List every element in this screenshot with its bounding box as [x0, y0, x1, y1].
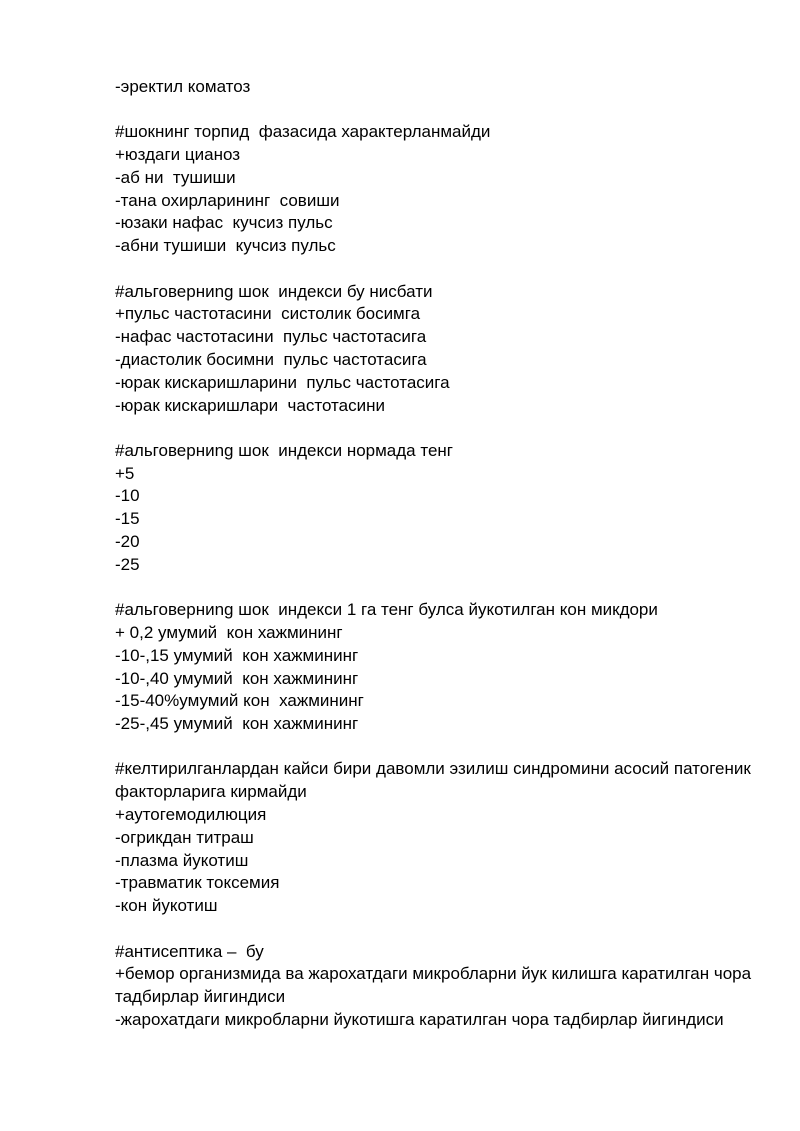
answer-line: -тана охирларининг совиши [115, 190, 340, 210]
correct-answer-line: +бемор организмида ва жарохатдаги микробларни йук килишга каратилган чора тадбирлар йигиндиси [115, 964, 752, 1007]
correct-answer-line: +пульс частотасини систолик босимга [115, 304, 421, 324]
answer-line: -10 [115, 486, 140, 506]
answer-line: -20 [115, 532, 140, 552]
answer-line: -юрак кискаришларини пульс частотасига [115, 372, 450, 392]
question-block [115, 758, 755, 918]
answer-line: -кон йукотиш [115, 896, 218, 916]
answer-line: -абни тушиши кучсиз пульс [115, 236, 336, 256]
correct-answer-line: +5 [115, 463, 135, 483]
answer-line: -жарохатдаги микробларни йукотишга каратилган чора тадбирлар йигиндиси [115, 1009, 724, 1029]
answer-line: -15 [115, 509, 140, 529]
question-block [115, 941, 755, 1032]
answer-line: -диастолик босимни пульс частотасига [115, 349, 427, 369]
question-line: #альговерниng шок индекси бу нисбати [115, 281, 433, 301]
correct-answer-line: + 0,2 умумий кон хажмининг [115, 622, 343, 642]
answer-line: -юрак кискаришлари частотасини [115, 395, 385, 415]
question-block [115, 121, 755, 258]
answer-line: -10-,40 умумий кон хажмининг [115, 668, 359, 688]
answer-line: -плазма йукотиш [115, 850, 249, 870]
answer-line: -юзаки нафас кучсиз пульс [115, 213, 333, 233]
question-line: #антисептика – бу [115, 941, 264, 961]
answer-line: -нафас частотасини пульс частотасига [115, 327, 427, 347]
answer-line: -аб ни тушиши [115, 167, 236, 187]
text-block [115, 76, 755, 99]
question-block [115, 599, 755, 736]
correct-answer-line: +аутогемодилюция [115, 805, 267, 825]
answer-line: -15-40%умумий кон хажмининг [115, 691, 364, 711]
question-line: #альговерниng шок индекси 1 га тенг булса йукотилган кон микдори [115, 600, 658, 620]
answer-line: -травматик токсемия [115, 873, 280, 893]
answer-line: -10-,15 умумий кон хажмининг [115, 645, 359, 665]
answer-line: -эректил коматоз [115, 77, 251, 96]
question-block [115, 281, 755, 418]
question-line: #шокнинг торпид фазасида характерланмайди [115, 122, 491, 142]
question-line: #келтирилганлардан кайси бири давомли эзилиш синдромини асосий патогеник факторларига кирмайди [115, 759, 751, 802]
question-block [115, 440, 755, 577]
document-body [115, 76, 755, 1032]
answer-line: -25 [115, 554, 140, 574]
correct-answer-line: +юздаги цианоз [115, 145, 241, 165]
answer-line: -25-,45 умумий кон хажмининг [115, 714, 359, 734]
question-line: #альговерниng шок индекси нормада тенг [115, 440, 453, 460]
answer-line: -огрикдан титраш [115, 827, 254, 847]
